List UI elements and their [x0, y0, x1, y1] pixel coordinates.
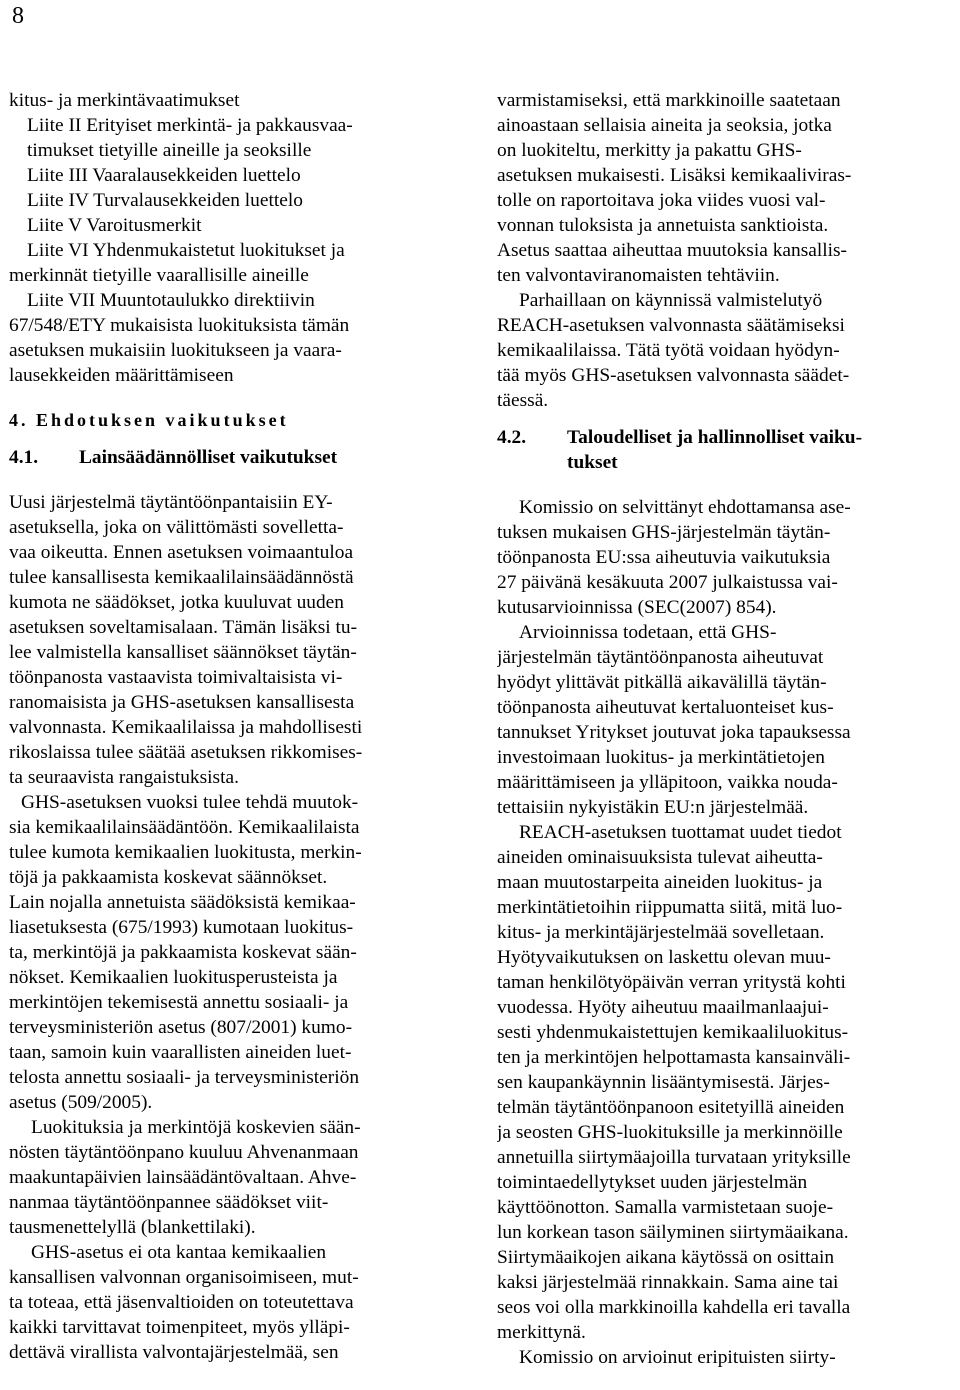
text-line: tausmenettelyllä (blankettilaki).	[9, 1217, 256, 1238]
text-line: merkittynä.	[497, 1322, 586, 1343]
text-line: telosta annettu sosiaali- ja terveysministeriön	[9, 1067, 360, 1088]
text-line: ta seuraavista rangaistuksista.	[9, 767, 239, 788]
section-heading-4-2	[497, 425, 953, 475]
text-line: valvonnasta. Kemikaalilaissa ja mahdollisesti	[9, 717, 363, 738]
section-title-continued: tukset	[567, 452, 618, 473]
text-line: seos voi olla markkinoilla kahdella eri tavalla	[497, 1297, 851, 1318]
text-line: varmistamiseksi, että markkinoille saatetaan	[497, 90, 841, 111]
text-line: 27 päivänä kesäkuuta 2007 julkaistussa vai-	[497, 572, 838, 593]
text-line: ta, merkintöjä ja pakkaamista koskevat sään-	[9, 942, 357, 963]
text-line: kitus- ja merkintäjärjestelmää sovelletaan.	[497, 922, 825, 943]
text-line: tuksen mukaisen GHS-järjestelmän täytän-	[497, 522, 831, 543]
text-line: ten ja merkintöjen helpottamasta kansainväli-	[497, 1047, 851, 1068]
text-line: töönpanosta EU:ssa aiheutuvia vaikutuksia	[497, 547, 831, 568]
annex-list-line: merkinnät tietyille vaarallisille aineille	[9, 265, 309, 286]
annex-list-line: Liite V Varoitusmerkit	[27, 215, 202, 236]
text-line: telmän täytäntöönpanoon esitetyillä aineiden	[497, 1097, 845, 1118]
text-line: GHS-asetuksen vuoksi tulee tehdä muutok-	[21, 792, 359, 813]
text-line: töjä ja pakkaamista koskevat säännökset.	[9, 867, 328, 888]
text-line: tannukset Yritykset joutuvat joka tapauksessa	[497, 722, 851, 743]
text-line: Parhaillaan on käynnissä valmistelutyö	[519, 290, 823, 311]
text-line: tolle on raportoitava joka viides vuosi val-	[497, 190, 826, 211]
text-line: maan muutostarpeita aineiden luokitus- ja	[497, 872, 823, 893]
text-line: Luokituksia ja merkintöjä koskevien sään-	[31, 1117, 361, 1138]
text-line: lun korkean tason säilyminen siirtymäaikana.	[497, 1222, 849, 1243]
annex-list-line: asetuksen mukaisiin luokitukseen ja vaara-	[9, 340, 342, 361]
body-text-top	[497, 88, 953, 413]
text-line: lee valmistella kansalliset säännökset täytän-	[9, 642, 357, 663]
annex-list	[9, 88, 465, 388]
right-column	[497, 88, 953, 1370]
annex-list-line: Liite VI Yhdenmukaistetut luokitukset ja	[27, 240, 345, 261]
text-line: täessä.	[497, 390, 549, 411]
text-line: Hyötyvaikutuksen on laskettu olevan muu-	[497, 947, 831, 968]
text-line: vuodessa. Hyöty aiheutuu maailmanlaajui-	[497, 997, 829, 1018]
annex-list-line: Liite VII Muuntotaulukko direktiivin	[27, 290, 315, 311]
text-line: terveysministeriön asetus (807/2001) kumo-	[9, 1017, 353, 1038]
text-line: on luokiteltu, merkitty ja pakattu GHS-	[497, 140, 802, 161]
annex-list-line: Liite IV Turvalausekkeiden luettelo	[27, 190, 303, 211]
annex-list-line: lausekkeiden määrittämiseen	[9, 365, 234, 386]
text-line: nökset. Kemikaalien luokitusperusteista ja	[9, 967, 338, 988]
annex-list-line: Liite III Vaaralausekkeiden luettelo	[27, 165, 301, 186]
section-title: Lainsäädännölliset vaikutukset	[79, 447, 338, 468]
text-line: ja seosten GHS-luokituksille ja merkinnöille	[497, 1122, 843, 1143]
text-line: REACH-asetuksen valvonnasta säätämiseksi	[497, 315, 845, 336]
text-line: tulee kumota kemikaalien luokitusta, merkin-	[9, 842, 362, 863]
text-line: tettaisiin nykyistäkin EU:n järjestelmää.	[497, 797, 809, 818]
annex-list-line: 67/548/ETY mukaisista luokituksista tämän	[9, 315, 350, 336]
text-line: töönpanosta aiheutuvat kertaluonteiset kus-	[497, 697, 834, 718]
text-line: dettävä virallista valvontajärjestelmää, sen	[9, 1342, 339, 1363]
body-text	[9, 490, 465, 1365]
text-line: sesti yhdenmukaistettujen kemikaaliluokitus-	[497, 1022, 849, 1043]
left-column	[9, 88, 465, 1365]
text-line: kumota ne säädökset, jotka kuuluvat uuden	[9, 592, 344, 613]
text-line: aineiden ominaisuuksista tulevat aiheutta-	[497, 847, 823, 868]
text-line: maakuntapäivien lainsäädäntövaltaan. Ahve-	[9, 1167, 357, 1188]
text-line: kaksi järjestelmää rinnakkain. Sama aine tai	[497, 1272, 839, 1293]
text-line: taman henkilötyöpäivän verran yritystä kohti	[497, 972, 846, 993]
section-number: 4.2.	[497, 427, 527, 448]
text-line: Siirtymäaikojen aikana käytössä on osittain	[497, 1247, 835, 1268]
text-line: asetuksen soveltamisalaan. Tämän lisäksi tu-	[9, 617, 358, 638]
text-line: nösten täytäntöönpano kuuluu Ahvenanmaan	[9, 1142, 359, 1163]
text-line: kansallisen valvonnan organisoimiseen, mut-	[9, 1267, 359, 1288]
text-line: GHS-asetus ei ota kantaa kemikaalien	[31, 1242, 327, 1263]
annex-list-line: Liite II Erityiset merkintä- ja pakkausvaa-	[27, 115, 353, 136]
text-line: merkintöjen tekemisestä annettu sosiaali- ja	[9, 992, 349, 1013]
text-line: Asetus saattaa aiheuttaa muutoksia kansallis-	[497, 240, 848, 261]
text-line: töönpanosta vastaavista toimivaltaisista vi-	[9, 667, 343, 688]
text-line: ranomaisista ja GHS-asetuksen kansallisesta	[9, 692, 355, 713]
text-line: ten valvontaviranomaisten tehtäviin.	[497, 265, 780, 286]
text-line: Komissio on arvioinut eripituisten siirty-	[519, 1347, 836, 1368]
section-heading-4-1	[9, 445, 465, 470]
text-line: REACH-asetuksen tuottamat uudet tiedot	[519, 822, 842, 843]
text-line: järjestelmän täytäntöönpanosta aiheutuvat	[497, 647, 824, 668]
text-line: asetus (509/2005).	[9, 1092, 153, 1113]
section-title: Taloudelliset ja hallinnolliset vaiku-	[567, 427, 863, 448]
text-line: hyödyt ylittävät pitkällä aikavälillä täytän-	[497, 672, 827, 693]
text-line: ainoastaan sellaisia aineita ja seoksia, jotka	[497, 115, 832, 136]
text-line: taan, samoin kuin vaarallisten aineiden luet-	[9, 1042, 352, 1063]
body-text	[497, 495, 953, 1370]
text-line: liasetuksesta (675/1993) kumotaan luokitus-	[9, 917, 354, 938]
text-line: kutusarvioinnissa (SEC(2007) 854).	[497, 597, 777, 618]
text-line: sia kemikaalilainsäädäntöön. Kemikaalilaista	[9, 817, 360, 838]
text-line: käyttöönotton. Samalla varmistetaan suoje-	[497, 1197, 834, 1218]
text-line: nanmaa täytäntöönpannee säädökset viit-	[9, 1192, 329, 1213]
text-line: sen kaupankäynnin lisääntymisestä. Järjes-	[497, 1072, 830, 1093]
text-line: merkintätietoihin riippumatta siitä, mitä luo-	[497, 897, 843, 918]
text-line: rikoslaissa tulee säätää asetuksen rikkomises-	[9, 742, 363, 763]
text-line: Uusi järjestelmä täytäntöönpantaisiin EY-	[9, 492, 333, 513]
text-line: kemikaalilaissa. Tätä työtä voidaan hyödyn-	[497, 340, 840, 361]
text-line: asetuksella, joka on välittömästi sovelletta-	[9, 517, 344, 538]
text-line: määrittämiseen ja ylläpitoon, vaikka nouda-	[497, 772, 838, 793]
annex-list-line: kitus- ja merkintävaatimukset	[9, 90, 240, 111]
page-number: 8	[12, 3, 24, 29]
text-line: ta toteaa, että jäsenvaltioiden on toteutettava	[9, 1292, 354, 1313]
text-line: asetuksen mukaisesti. Lisäksi kemikaaliviras-	[497, 165, 852, 186]
text-line: Komissio on selvittänyt ehdottamansa ase-	[519, 497, 851, 518]
text-line: annetuilla siirtymäajoilla turvataan yrityksille	[497, 1147, 851, 1168]
text-line: kaikki tarvittavat toimenpiteet, myös ylläpi-	[9, 1317, 350, 1338]
text-line: toimintaedellytykset uuden järjestelmän	[497, 1172, 808, 1193]
text-line: vonnan tuloksista ja annetuista sanktioista.	[497, 215, 829, 236]
text-line: Arvioinnissa todetaan, että GHS-	[519, 622, 777, 643]
text-line: vaa oikeutta. Ennen asetuksen voimaantuloa	[9, 542, 354, 563]
text-line: tulee kansallisesta kemikaalilainsäädännöstä	[9, 567, 354, 588]
section-number: 4.1.	[9, 447, 39, 468]
text-line: investoimaan luokitus- ja merkintätietojen	[497, 747, 825, 768]
text-line: Lain nojalla annetuista säädöksistä kemikaa-	[9, 892, 356, 913]
text-line: tää myös GHS-asetuksen valvonnasta säädet-	[497, 365, 850, 386]
section-heading-4: 4. Ehdotuksen vaikutukset	[9, 410, 289, 430]
annex-list-line: timukset tietyille aineille ja seoksille	[27, 140, 312, 161]
